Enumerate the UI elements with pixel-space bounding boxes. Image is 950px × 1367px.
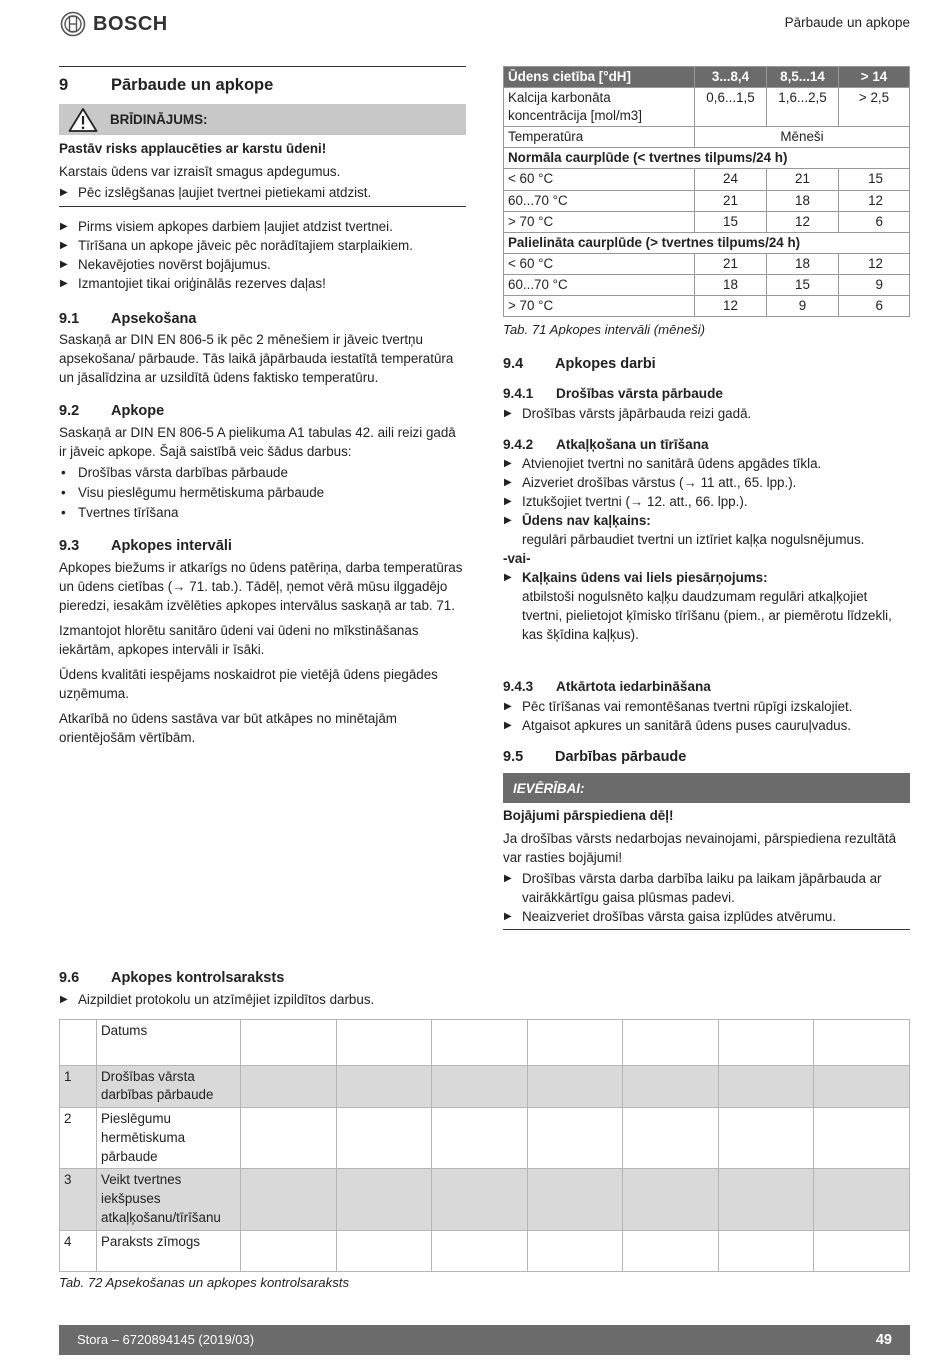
table-72-caption: Tab. 72 Apsekošanas un apkopes kontrolsaraksts [59, 1274, 350, 1290]
table-row: 2 Pieslēgumu hermētiskuma pārbaude [60, 1108, 910, 1169]
entry-cell[interactable] [241, 1108, 337, 1169]
entry-cell[interactable] [814, 1108, 910, 1169]
paragraph: Atkarībā no ūdens sastāva var būt atkāpes no minētajām orientējošām vērtībām. [59, 710, 397, 745]
warning-label: BRĪDINĀJUMS: [110, 112, 208, 128]
table-row: Kalcija karbonāta koncentrācija [mol/m3] 0,6...1,5 1,6...2,5 > 2,5 [504, 88, 910, 127]
entry-cell[interactable] [718, 1230, 814, 1271]
section-9-2-list [59, 463, 466, 522]
entry-cell[interactable] [241, 1019, 337, 1065]
entry-cell[interactable] [336, 1065, 432, 1108]
section-9-4-2-alt-steps [503, 568, 910, 644]
entry-cell[interactable] [623, 1019, 719, 1065]
section-9-3-heading: 9.3 Apkopes intervāli [59, 538, 232, 555]
section-9-4-1-steps [503, 404, 910, 423]
list-item: ▶ Pēc izslēgšanas ļaujiet tvertnei pietiekami atdzist. [59, 183, 466, 202]
list-item: ▶ Iztukšojiet tvertni (→ 12. att., 66. lpp.). [503, 492, 910, 511]
list-item: • Drošības vārsta darbības pārbaude [59, 463, 466, 482]
table-row: < 60 °C 21 18 12 [504, 253, 910, 274]
list-item: ▶ Atgaisot apkures un sanitārā ūdens puses cauruļvadus. [503, 716, 910, 735]
table-row: > 70 °C 15 12 6 [504, 211, 910, 232]
entry-cell[interactable] [432, 1065, 528, 1108]
list-item: ▶ Aizveriet drošības vārstus (→ 11 att., 65. lpp.). [503, 473, 910, 492]
list-item: ▶ Izmantojiet tikai oriģinālās rezerves daļas! [59, 274, 466, 293]
bosch-armature-icon [60, 11, 86, 37]
entry-cell[interactable] [718, 1019, 814, 1065]
entry-cell[interactable] [432, 1019, 528, 1065]
table-row: > 70 °C 12 9 6 [504, 296, 910, 317]
notice-label: IEVĒRĪBAI: [513, 780, 585, 796]
document-number: Stora – 6720894145 (2019/03) [77, 1331, 255, 1347]
section-9-1-heading: 9.1 Apsekošana [59, 310, 197, 327]
maintenance-checklist-table [59, 1019, 910, 1272]
table-row: 3 Veikt tvertnes iekšpuses atkaļķošanu/tīrīšanu [60, 1169, 910, 1230]
maintenance-intervals-table [503, 66, 910, 317]
entry-cell[interactable] [336, 1019, 432, 1065]
table-row: 1 Drošības vārsta darbības pārbaude [60, 1065, 910, 1108]
entry-cell[interactable] [432, 1169, 528, 1230]
notice-heading: Bojājumi pārspiediena dēļ! [503, 808, 674, 824]
table-header-row: Datums [60, 1019, 910, 1065]
bosch-logo [60, 10, 168, 38]
page-header [0, 0, 950, 50]
section-9-6-heading: 9.6 Apkopes kontrolsaraksts [59, 970, 285, 986]
section-9-5-heading: 9.5 Darbības pārbaude [503, 748, 687, 765]
warning-text: Karstais ūdens var izraisīt smagus apdegumus. [59, 164, 341, 180]
or-separator: -vai- [503, 551, 531, 567]
table-row: 60...70 °C 21 18 12 [504, 190, 910, 211]
section-9-4-3-heading: 9.4.3 Atkārtota iedarbināšana [503, 679, 711, 695]
table-71-caption: Tab. 71 Apkopes intervāli (mēneši) [503, 322, 706, 338]
warning-heading: Pastāv risks applaucēties ar karstu ūdeni! [59, 141, 327, 157]
table-group-row: Palielināta caurplūde (> tvertnes tilpums/24 h) [504, 232, 910, 253]
paragraph: Izmantojot hlorētu sanitāro ūdeni vai ūdeni no mīkstināšanas iekārtām, apkopes intervāli ir īsāki. [59, 622, 419, 657]
list-item: ▶ Drošības vārsta darba darbība laiku pa laikam jāpārbauda ar vairākkārtīgu gaisa plūsmas padevi. [503, 869, 910, 907]
section-9-4-2-steps [503, 454, 910, 549]
entry-cell[interactable] [814, 1230, 910, 1271]
entry-cell[interactable] [623, 1169, 719, 1230]
list-item: ▶ Ūdens nav kaļķains: regulāri pārbaudiet tvertni un iztīriet kaļķa nogulsnējumus. [503, 511, 910, 549]
section-9-4-2-heading: 9.4.2 Atkaļķošana un tīrīšana [503, 436, 709, 452]
list-item: ▶ Tīrīšana un apkope jāveic pēc norādītajiem starplaikiem. [59, 236, 466, 255]
entry-cell[interactable] [814, 1065, 910, 1108]
section-9-5-steps [503, 869, 910, 926]
list-item: ▶ Aizpildiet protokolu un atzīmējiet izpildītos darbus. [59, 990, 910, 1009]
section-9-4-heading: 9.4 Apkopes darbi [503, 355, 656, 372]
entry-cell[interactable] [718, 1108, 814, 1169]
notice-banner [503, 773, 910, 803]
left-column [59, 66, 466, 747]
entry-cell[interactable] [623, 1065, 719, 1108]
brand-name: BOSCH [93, 13, 168, 35]
paragraph: Ūdens kvalitāti iespējams noskaidrot pie vietējā ūdens piegādes uzņēmuma. [59, 666, 438, 701]
table-row: < 60 °C 24 21 15 [504, 169, 910, 190]
list-item: ▶ Pēc tīrīšanas vai remontēšanas tvertni rūpīgi izskalojiet. [503, 697, 910, 716]
section-9-4-3-steps [503, 697, 910, 735]
page-number: 49 [875, 1331, 892, 1348]
section-9-2-text: Saskaņā ar DIN EN 806-5 A pielikuma A1 tabulas 42. aili reizi gadā ir jāveic apkope. Šajā saistībā veic šādus darbus: [59, 424, 456, 459]
section-9-6 [59, 968, 910, 1292]
table-row: Temperatūra Mēneši [504, 127, 910, 148]
table-row: 4 Paraksts zīmogs [60, 1230, 910, 1271]
right-column [503, 66, 910, 930]
entry-cell[interactable] [432, 1230, 528, 1271]
table-group-row: Normāla caurplūde (< tvertnes tilpums/24 h) [504, 148, 910, 169]
entry-cell[interactable] [241, 1169, 337, 1230]
entry-cell[interactable] [718, 1065, 814, 1108]
notice-text: Ja drošības vārsts nedarbojas nevainojami, pārspiediena rezultātā var rasties bojājumi! [503, 831, 897, 866]
section-9-heading: 9 Pārbaude un apkope [59, 76, 274, 94]
section-9-2-heading: 9.2 Apkope [59, 403, 165, 420]
section-9-1-text: Saskaņā ar DIN EN 806-5 ik pēc 2 mēnešiem ir jāveic tvertņu apsekošana/ pārbaude. Tās laikā jāpārbauda iestatītā temperatūra un jāsalīdzina ar uzsildītā ūdens faktisko temperatūru. [59, 332, 454, 386]
warning-banner [59, 104, 466, 135]
entry-cell[interactable] [432, 1108, 528, 1169]
entry-cell[interactable] [718, 1169, 814, 1230]
warning-steps [59, 183, 466, 202]
entry-cell[interactable] [527, 1169, 623, 1230]
entry-cell[interactable] [814, 1169, 910, 1230]
entry-cell[interactable] [527, 1230, 623, 1271]
list-item: ▶ Pirms visiem apkopes darbiem ļaujiet atdzist tvertnei. [59, 217, 466, 236]
list-item: ▶ Atvienojiet tvertni no sanitārā ūdens apgādes tīkla. [503, 454, 910, 473]
list-item: ▶ Kaļķains ūdens vai liels piesārņojums: atbilstoši nogulsnēto kaļķu daudzumam regulāri atkaļķojiet tvertni, pielietojot ķīmisko tīrīšanu (piem., ar piemērotu līdzekli, kas šķīdina kaļķus). [503, 568, 910, 644]
list-item: • Tvertnes tīrīšana [59, 503, 466, 522]
entry-cell[interactable] [527, 1108, 623, 1169]
entry-cell[interactable] [623, 1230, 719, 1271]
list-item: ▶ Neaizveriet drošības vārsta gaisa izplūdes atvērumu. [503, 907, 910, 926]
entry-cell[interactable] [336, 1108, 432, 1169]
entry-cell[interactable] [241, 1230, 337, 1271]
table-row: 60...70 °C 18 15 9 [504, 274, 910, 295]
entry-cell[interactable] [527, 1065, 623, 1108]
warning-triangle-icon [68, 107, 98, 133]
entry-cell[interactable] [336, 1230, 432, 1271]
list-item: • Visu pieslēgumu hermētiskuma pārbaude [59, 483, 466, 502]
entry-cell[interactable] [814, 1019, 910, 1065]
entry-cell[interactable] [527, 1019, 623, 1065]
general-steps [59, 217, 466, 293]
entry-cell[interactable] [623, 1108, 719, 1169]
page-footer [59, 1325, 910, 1355]
paragraph: Apkopes biežums ir atkarīgs no ūdens patēriņa, darba temperatūras un ūdens cietības (→ 71. tab.). Tādēļ, ņemot vērā mūsu ilggadējo pieredzi, iesakām izvēlēties apkopes intervālus saskaņā ar tab. 71. [59, 559, 463, 613]
table-header-row: Ūdens cietība [°dH] 3...8,4 8,5...14 > 14 [504, 67, 910, 88]
list-item: ▶ Nekavējoties novērst bojājumus. [59, 255, 466, 274]
entry-cell[interactable] [241, 1065, 337, 1108]
entry-cell[interactable] [336, 1169, 432, 1230]
section-9-6-steps [59, 990, 910, 1009]
list-item: ▶ Drošības vārsts jāpārbauda reizi gadā. [503, 404, 910, 423]
section-9-4-1-heading: 9.4.1 Drošības vārsta pārbaude [503, 386, 723, 402]
running-title: Pārbaude un apkope [784, 15, 910, 30]
